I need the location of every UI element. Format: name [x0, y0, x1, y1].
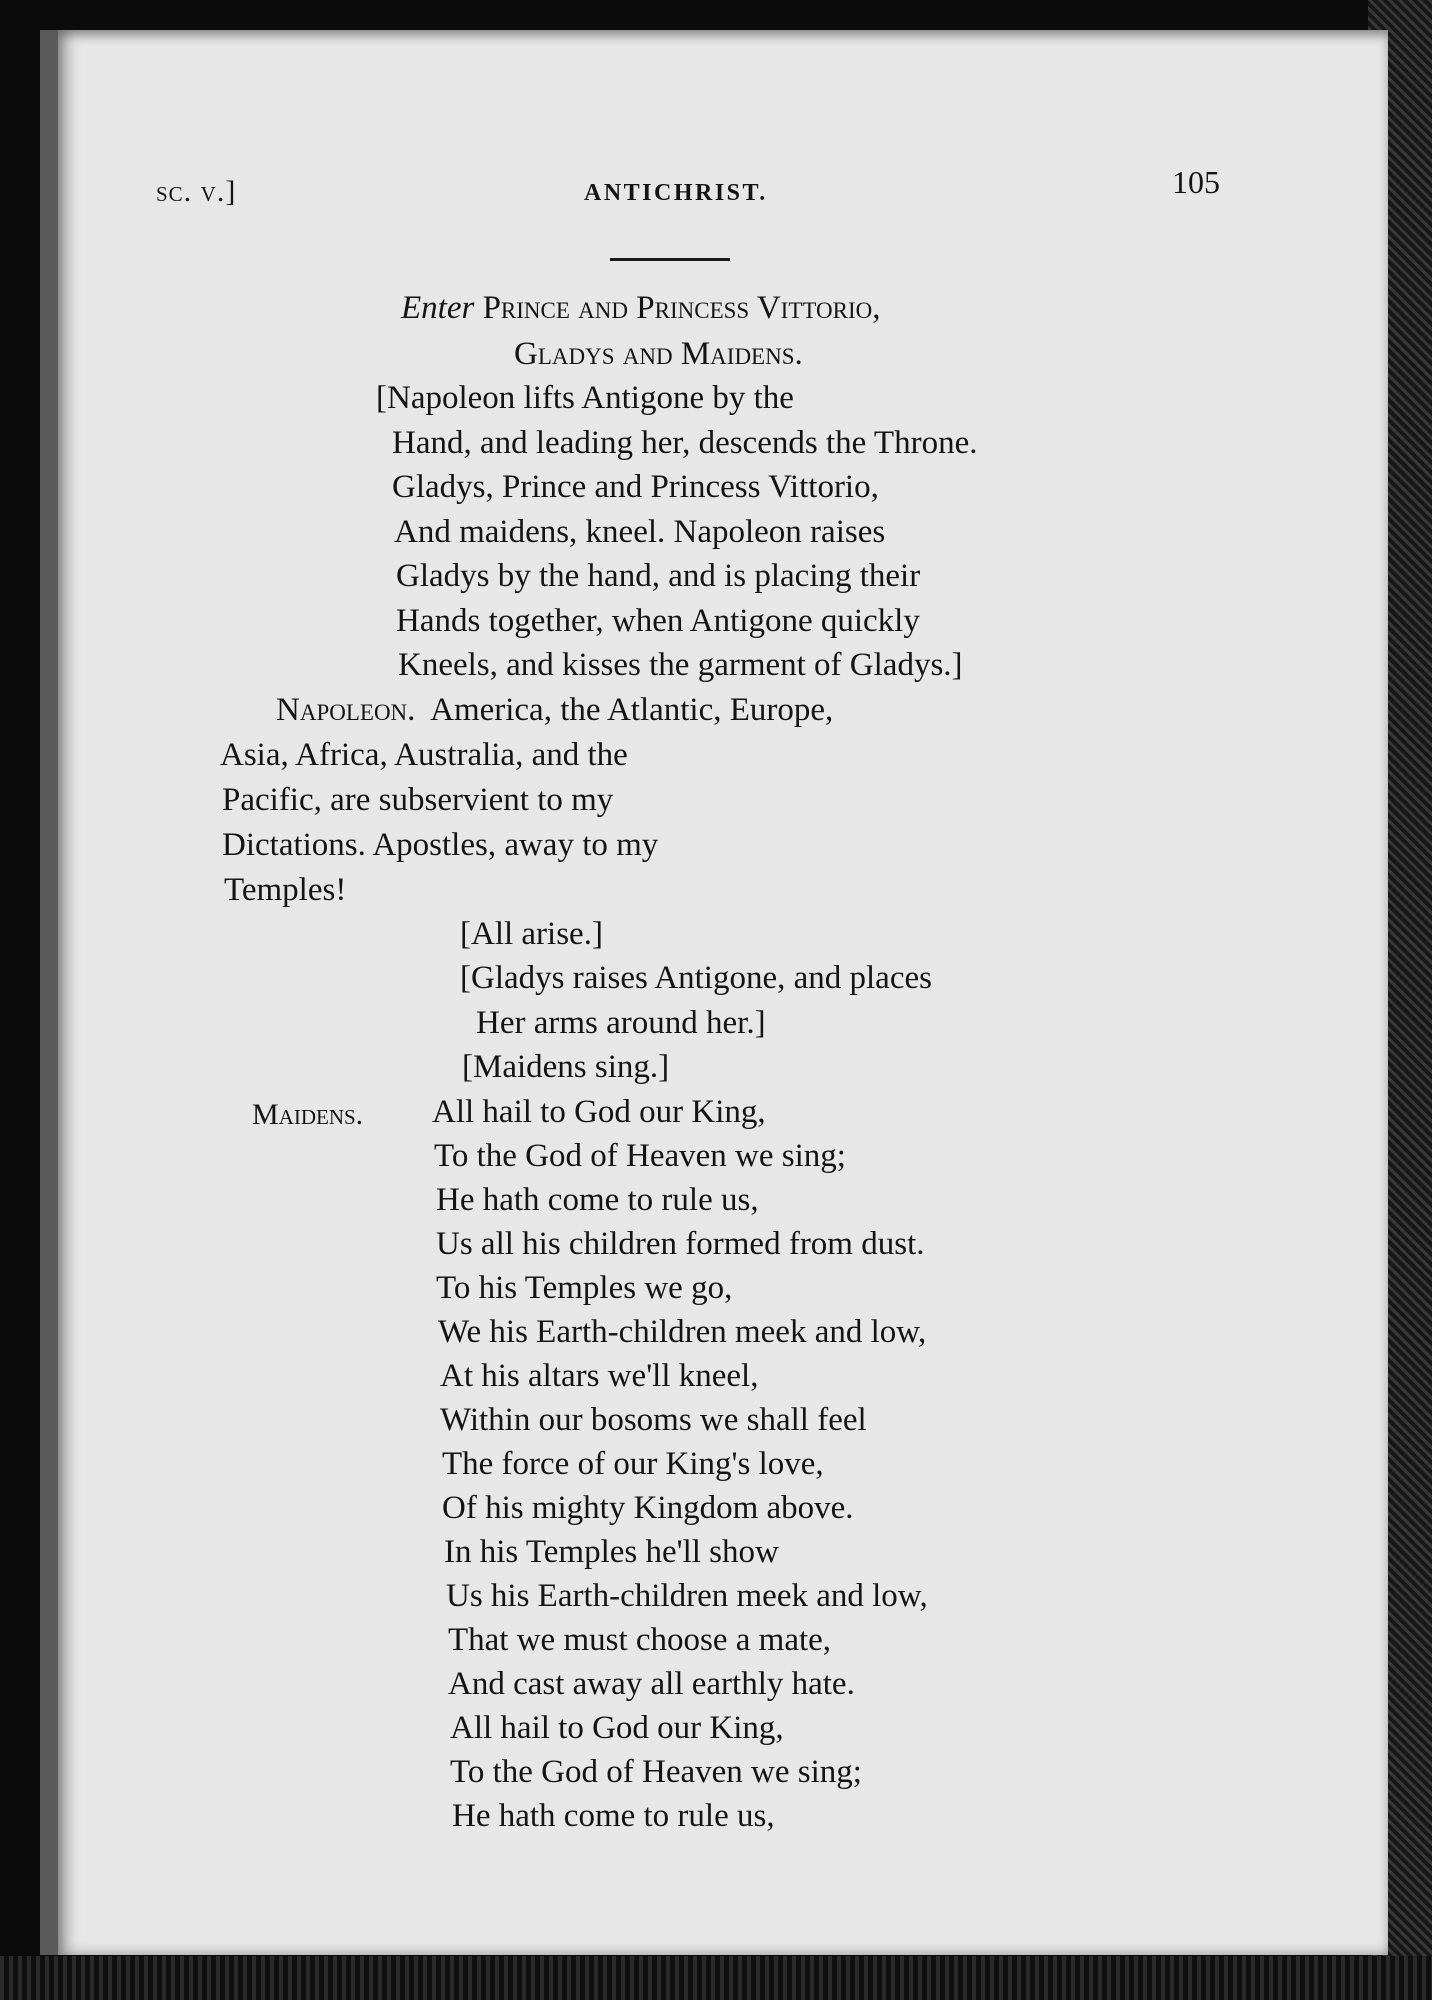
stage-direction-line: And maidens, kneel. Napoleon raises	[394, 514, 886, 550]
stage-direction-line: [Gladys raises Antigone, and places	[460, 960, 932, 996]
stage-direction-line: Her arms around her.]	[476, 1005, 766, 1041]
speaker-napoleon: Napoleon.	[276, 692, 416, 728]
stage-direction-line: Gladys by the hand, and is placing their	[396, 558, 921, 594]
song-line: At his altars we'll kneel,	[440, 1358, 759, 1394]
page-content	[58, 30, 1388, 1955]
song-line: Of his mighty Kingdom above.	[442, 1490, 854, 1526]
song-line: All hail to God our King,	[432, 1094, 766, 1130]
entrance-line-1	[401, 292, 881, 325]
stage-direction-line: Kneels, and kisses the garment of Gladys.]	[398, 647, 963, 683]
entrance-enter-word: Enter	[401, 290, 475, 326]
song-line: Us all his children formed from dust.	[436, 1226, 925, 1262]
stage-direction-line: [All arise.]	[460, 916, 603, 952]
stage-direction-line: [Maidens sing.]	[462, 1049, 670, 1085]
speech-line: Dictations. Apostles, away to my	[222, 827, 659, 863]
song-line: Us his Earth-children meek and low,	[446, 1578, 928, 1614]
napoleon-speech-first-line	[276, 694, 833, 727]
running-head-title: ANTICHRIST.	[584, 180, 768, 206]
song-line: He hath come to rule us,	[436, 1182, 759, 1218]
speech-line: America, the Atlantic, Europe,	[430, 692, 834, 728]
book-page	[40, 30, 1388, 1955]
song-line: Within our bosoms we shall feel	[440, 1402, 867, 1438]
song-line: To his Temples we go,	[436, 1270, 733, 1306]
speech-line: Temples!	[224, 872, 347, 908]
page-number: 105	[1172, 164, 1220, 200]
song-line: We his Earth-children meek and low,	[438, 1314, 927, 1350]
header-rule	[610, 258, 730, 261]
entrance-characters: Prince and Princess Vittorio,	[482, 290, 881, 326]
speaker-maidens: Maidens.	[252, 1098, 364, 1131]
entrance-line-2: Gladys and Maidens.	[514, 336, 803, 372]
song-line: That we must choose a mate,	[448, 1622, 832, 1658]
song-line: All hail to God our King,	[450, 1710, 784, 1746]
song-line: To the God of Heaven we sing;	[434, 1138, 846, 1174]
speech-line: Pacific, are subservient to my	[222, 782, 614, 818]
stage-direction-line: [Napoleon lifts Antigone by the	[376, 380, 794, 416]
running-head-scene: sc. v.]	[156, 175, 237, 208]
song-line: In his Temples he'll show	[444, 1534, 779, 1570]
song-line: And cast away all earthly hate.	[448, 1666, 855, 1702]
stage-direction-line: Hands together, when Antigone quickly	[396, 603, 920, 639]
speech-line: Asia, Africa, Australia, and the	[220, 737, 628, 773]
song-line: To the God of Heaven we sing;	[450, 1754, 862, 1790]
song-line: The force of our King's love,	[442, 1446, 824, 1482]
song-line: He hath come to rule us,	[452, 1798, 775, 1834]
stage-direction-line: Hand, and leading her, descends the Throne.	[392, 425, 978, 461]
book-edge-bottom	[0, 1956, 1432, 2000]
stage-direction-line: Gladys, Prince and Princess Vittorio,	[392, 469, 879, 505]
